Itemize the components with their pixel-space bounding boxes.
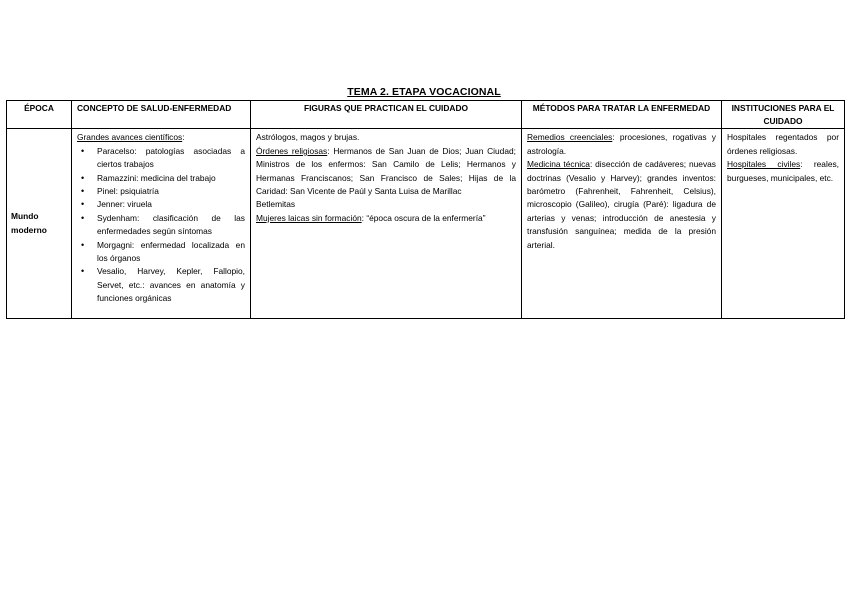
figuras-p4: Mujeres laicas sin formación: “época oscura de la enfermería” [256, 212, 486, 223]
header-row [7, 101, 845, 129]
list-item: • Pinel: psiquiatría [97, 185, 245, 198]
cell-figuras [251, 129, 522, 318]
header-metodos: MÉTODOS PARA TRATAR LA ENFERMEDAD [522, 101, 722, 129]
instituciones-p2: Hospitales civiles: reales, burgueses, municipales, etc. [727, 159, 839, 183]
cell-concepto [72, 129, 251, 318]
metodos-p2: Medicina técnica: disección de cadáveres; nuevas doctrinas (Vesalio y Harvey); grandes inventos: barómetro (Fahrenheit, Fahrenheit, Celsius), microscopio (Galileo), cirugía (Paré): ligadura de arterias y venas; introducción de anestesia y transfusión sanguínea; medida de la presión arterial. [527, 159, 716, 250]
concepto-list [77, 145, 245, 306]
figuras-p1: Astrólogos, magos y brujas. [256, 132, 360, 143]
list-item: • Jenner: viruela [97, 198, 245, 211]
list-item: • Paracelso: patologías asociadas a ciertos trabajos [97, 145, 245, 172]
list-item: • Ramazzini: medicina del trabajo [97, 172, 245, 185]
header-concepto: CONCEPTO DE SALUD-ENFERMEDAD [72, 101, 251, 129]
metodos-p1: Remedios creenciales: procesiones, rogativas y astrología. [527, 132, 716, 156]
cell-metodos [522, 129, 722, 318]
vocational-stage-table [6, 100, 845, 319]
cell-instituciones [722, 129, 845, 318]
cell-epoca: Mundo moderno [7, 129, 72, 318]
header-instituciones: INSTITUCIONES PARA EL CUIDADO [722, 101, 845, 129]
header-epoca: ÉPOCA [7, 101, 72, 129]
list-item: • Sydenham: clasificación de las enfermedades según síntomas [97, 212, 245, 239]
document-title: TEMA 2. ETAPA VOCACIONAL [347, 86, 501, 98]
list-item: • Morgagni: enfermedad localizada en los órganos [97, 239, 245, 266]
instituciones-p1: Hospitales regentados por órdenes religiosas. [727, 132, 839, 156]
figuras-p3: Betlemitas [256, 199, 296, 210]
table-row [7, 129, 845, 318]
header-figuras: FIGURAS QUE PRACTICAN EL CUIDADO [251, 101, 522, 129]
concepto-heading: Grandes avances científicos: [77, 132, 185, 143]
figuras-p2: Órdenes religiosas: Hermanos de San Juan de Dios; Juan Ciudad; Ministros de los enfermos: San Camilo de Lelis; Hermanos y Hermanas Franciscanos; San Francisco de Sales; Hijas de la Caridad: San Vicente de Paúl y Santa Luisa de Marillac [256, 145, 516, 197]
list-item: • Vesalio, Harvey, Kepler, Fallopio, Servet, etc.: avances en anatomía y funciones orgánicas [97, 265, 245, 305]
